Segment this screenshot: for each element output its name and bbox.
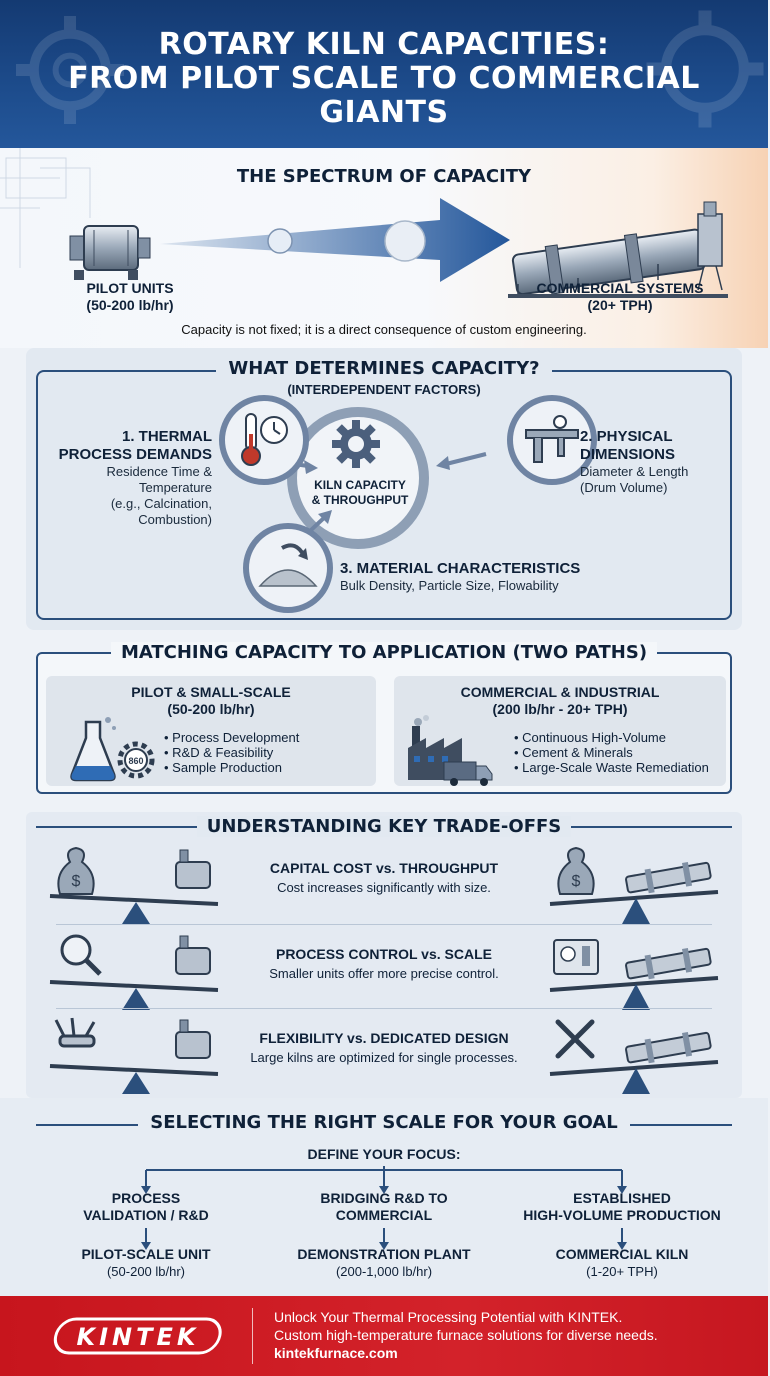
title-line-2: FROM PILOT SCALE TO COMMERCIAL GIANTS <box>68 61 700 130</box>
control-panel-icon <box>554 940 598 974</box>
balance-scale-icon <box>546 926 726 1010</box>
wrench-hammer-icon <box>558 1022 592 1056</box>
money-bag-icon <box>58 848 93 894</box>
determines-section <box>26 348 742 630</box>
tradeoff-row <box>26 926 742 1010</box>
recommendation: PILOT-SCALE UNIT <box>81 1246 211 1262</box>
center-label: KILN CAPACITY & THROUGHPUT <box>311 478 409 507</box>
matching-title: MATCHING CAPACITY TO APPLICATION (TWO PATHS) <box>111 642 657 663</box>
pilot-units-label: PILOT UNITS (50-200 lb/hr) <box>86 280 174 313</box>
svg-text:$: $ <box>571 873 581 890</box>
recommendation: COMMERCIAL KILN <box>555 1246 689 1262</box>
svg-text:KINTEK: KINTEK <box>76 1323 200 1351</box>
spectrum-title: THE SPECTRUM OF CAPACITY <box>236 166 532 187</box>
spectrum-section <box>0 148 768 348</box>
header-banner <box>0 0 768 148</box>
spectrum-graphic <box>0 148 768 348</box>
factor-material: 3. MATERIAL CHARACTERISTICS Bulk Density, Particle Size, Flowability <box>340 560 581 593</box>
multitool-icon <box>56 1018 94 1046</box>
factory-truck-icon <box>404 716 500 786</box>
factor-thermal: 1. THERMAL PROCESS DEMANDS Residence Time & Temperature (e.g., Calcination, Combustion) <box>58 428 212 527</box>
list-item: • Continuous High-Volume <box>514 730 709 745</box>
commercial-uses-list <box>514 730 709 775</box>
tradeoff-row <box>26 1010 742 1094</box>
tradeoff-body: Cost increases significantly with size. <box>277 880 491 895</box>
flask-gear-icon <box>68 716 158 786</box>
footer-url-link[interactable]: kintekfurnace.com <box>274 1345 398 1361</box>
goal-column: BRIDGING R&D TO COMMERCIAL DEMONSTRATION PLANT (200-1,000 lb/hr) <box>264 1190 504 1280</box>
list-item: • Sample Production <box>164 760 299 775</box>
balance-scale-icon <box>546 1010 726 1094</box>
page-title <box>0 0 768 130</box>
kintek-logo[interactable] <box>50 1316 226 1356</box>
pilot-uses-list <box>164 730 299 775</box>
tradeoff-heading: CAPITAL COST vs. THROUGHPUT <box>269 860 499 876</box>
determines-subtitle: (INTERDEPENDENT FACTORS) <box>287 382 481 397</box>
tradeoff-body: Smaller units offer more precise control. <box>269 966 499 981</box>
svg-text:860: 860 <box>128 756 144 766</box>
spectrum-note: Capacity is not fixed; it is a direct consequence of custom engineering. <box>181 322 587 337</box>
commercial-panel: COMMERCIAL & INDUSTRIAL (200 lb/hr - 20+ TPH) • Continuous High-Volume • Cement & Minerals • Large-Scale Waste Remediation <box>394 676 726 786</box>
footer-tagline: Unlock Your Thermal Processing Potential with KINTEK. <box>274 1309 623 1325</box>
list-item: • Cement & Minerals <box>514 745 709 760</box>
money-bag-icon <box>558 848 593 894</box>
tradeoffs-section <box>26 812 742 1098</box>
goal-column: ESTABLISHED HIGH-VOLUME PRODUCTION COMMERCIAL KILN (1-20+ TPH) <box>502 1190 742 1280</box>
matching-section <box>36 642 732 794</box>
recommendation: DEMONSTRATION PLANT <box>297 1246 471 1262</box>
powder-pile-icon <box>246 526 330 610</box>
pilot-panel: PILOT & SMALL-SCALE (50-200 lb/hr) 860 • Process Development • R&D & Feasibility • Sample Production <box>46 676 376 786</box>
list-item: • Large-Scale Waste Remediation <box>514 760 709 775</box>
list-item: • R&D & Feasibility <box>164 745 299 760</box>
pilot-kiln-icon <box>70 226 150 280</box>
tradeoff-heading: FLEXIBILITY vs. DEDICATED DESIGN <box>259 1030 509 1046</box>
svg-text:$: $ <box>71 873 81 890</box>
commercial-systems-label: COMMERCIAL SYSTEMS (20+ TPH) <box>536 280 704 313</box>
magnifier-icon <box>62 936 100 974</box>
selecting-title: SELECTING THE RIGHT SCALE FOR YOUR GOAL <box>138 1112 629 1133</box>
thermometer-clock-icon <box>222 398 306 482</box>
title-line-1: ROTARY KILN CAPACITIES: <box>158 27 610 62</box>
selecting-section <box>0 1098 768 1296</box>
gear-icon <box>332 420 380 468</box>
goal-column: PROCESS VALIDATION / R&D PILOT-SCALE UNIT (50-200 lb/hr) <box>26 1190 266 1280</box>
balance-scale-icon <box>546 840 726 924</box>
footer-description: Custom high-temperature furnace solutions for diverse needs. <box>274 1327 658 1343</box>
tradeoff-heading: PROCESS CONTROL vs. SCALE <box>275 946 492 962</box>
factor-physical: 2. PHYSICAL DIMENSIONS Diameter & Length (Drum Volume) <box>580 428 689 495</box>
tradeoff-row <box>26 840 742 924</box>
tradeoffs-title: UNDERSTANDING KEY TRADE-OFFS <box>197 816 572 837</box>
determines-title: WHAT DETERMINES CAPACITY? <box>216 358 551 379</box>
footer-banner <box>0 1296 768 1376</box>
focus-label: DEFINE YOUR FOCUS: <box>307 1146 461 1162</box>
balance-scale-icon <box>46 1010 226 1094</box>
tradeoff-body: Large kilns are optimized for single processes. <box>250 1050 518 1065</box>
balance-scale-icon <box>46 840 226 924</box>
list-item: • Process Development <box>164 730 299 745</box>
balance-scale-icon <box>46 926 226 1010</box>
